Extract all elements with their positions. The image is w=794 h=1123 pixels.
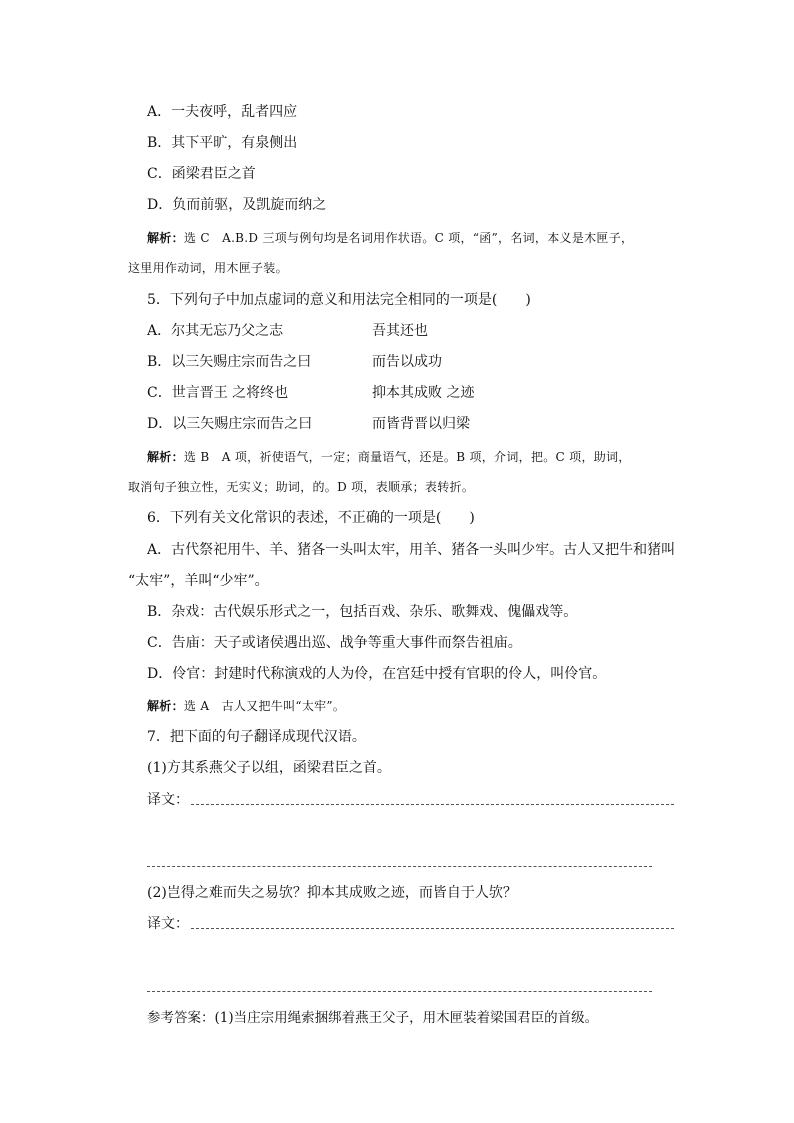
q5-option-d-right: 而皆背晋以归梁	[372, 416, 470, 432]
q4-option-d: D．负而前驱，及凯旋而纳之	[147, 197, 327, 213]
answer-line[interactable]	[191, 928, 674, 929]
analysis-label: 解析：	[147, 231, 184, 245]
q5-option-a-left: A．尔其无忘乃父之志	[147, 323, 284, 339]
analysis-label: 解析：	[147, 450, 184, 464]
q6-option-a-line2: “太牢”，羊叫“少牢”。	[128, 573, 269, 589]
analysis-text: 选 A 古人又把牛叫“太牢”。	[183, 699, 346, 713]
q4-option-b: B．其下平旷，有泉侧出	[147, 135, 298, 151]
reference-answer: 参考答案：(1)当庄宗用绳索捆绑着燕王父子，用木匣装着梁国君臣的首级。	[147, 1010, 599, 1026]
q4-option-a: A．一夫夜呼，乱者四应	[147, 104, 298, 120]
q7-sentence-2: (2)岂得之难而失之易欤？抑本其成败之迹，而皆自于人欤？	[147, 885, 517, 901]
q5-analysis-line1	[147, 447, 631, 467]
q5-option-b-left: B．以三矢赐庄宗而告之曰	[147, 354, 312, 370]
q6-option-c: C．告庙：天子或诸侯遇出巡、战争等重大事件而祭告祖庙。	[147, 635, 522, 651]
q6-option-d: D．伶官：封建时代称演戏的人为伶，在宫廷中授有官职的伶人，叫伶官。	[147, 666, 607, 682]
q5-option-d-left: D．以三矢赐庄宗而告之曰	[147, 416, 313, 432]
analysis-text: 选 C A.B.D 三项与例句均是名词用作状语。C 项，“函”，名词，本义是木匣子，	[183, 231, 634, 245]
answer-line[interactable]	[191, 804, 674, 805]
analysis-label: 解析：	[147, 699, 184, 713]
q4-option-c: C．函梁君臣之首	[147, 166, 256, 182]
q5-option-a-right: 吾其还也	[372, 323, 428, 339]
q5-option-c-left: C．世言晋王 之将终也	[147, 385, 289, 401]
q7-sentence-1: (1)方其系燕父子以组，函梁君臣之首。	[147, 760, 391, 776]
q5-option-c-right: 抑本其成败 之迹	[372, 385, 475, 401]
q5-stem: 5．下列句子中加点虚词的意义和用法完全相同的一项是( )	[147, 292, 531, 308]
q5-analysis-line2: 取消句子独立性，无实义；助词，的。D 项，表顺承；表转折。	[128, 480, 475, 494]
answer-line[interactable]	[147, 991, 652, 992]
q6-option-b: B．杂戏：古代娱乐形式之一，包括百戏、杂乐、歌舞戏、傀儡戏等。	[147, 604, 578, 620]
answer-line[interactable]	[147, 866, 652, 867]
q6-option-a-line1: A．古代祭祀用牛、羊、猪各一头叫太牢，用羊、猪各一头叫少牢。古人又把牛和猪叫	[147, 542, 676, 558]
q7-stem: 7．把下面的句子翻译成现代汉语。	[147, 729, 366, 745]
translation-label-1: 译文：	[147, 792, 189, 808]
translation-label-2: 译文：	[147, 916, 189, 932]
q5-option-b-right: 而告以成功	[372, 354, 442, 370]
analysis-text: 选 B A 项，祈使语气，一定；商量语气，还是。B 项，介词，把。C 项，助词，	[183, 450, 631, 464]
q6-analysis	[147, 696, 345, 716]
q4-analysis-line1	[147, 228, 633, 248]
q4-analysis-line2: 这里用作动词，用木匣子装。	[128, 261, 288, 275]
q6-stem: 6．下列有关文化常识的表述，不正确的一项是( )	[147, 510, 475, 526]
